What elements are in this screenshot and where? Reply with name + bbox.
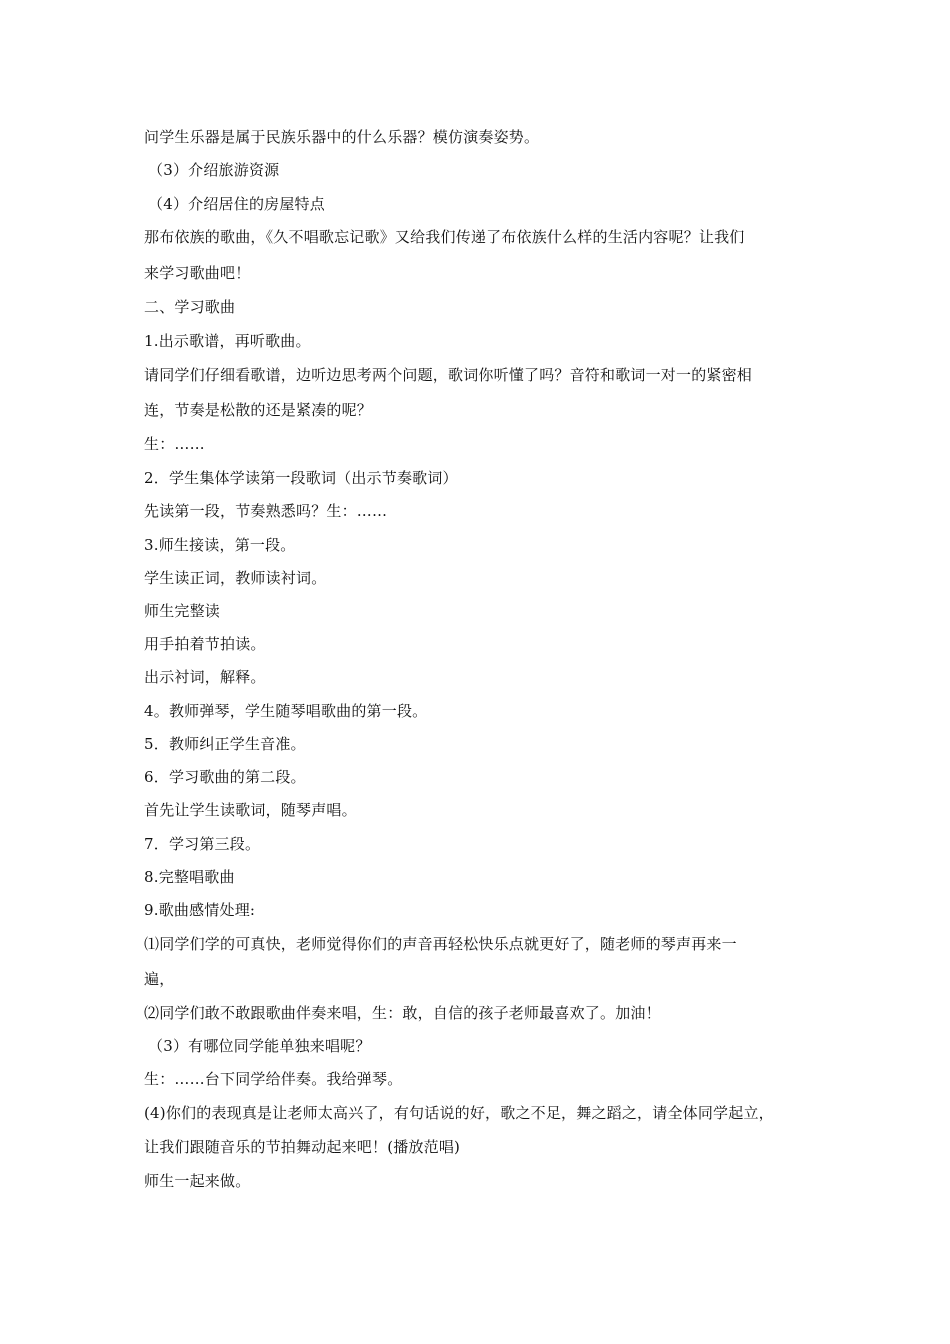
text-line: 8.完整唱歌曲 xyxy=(144,868,235,886)
text-line: 师生一起来做。 xyxy=(144,1172,251,1190)
text-line: (4)你们的表现真是让老师太高兴了，有句话说的好，歌之不足，舞之蹈之，请全体同学起立， xyxy=(144,1104,774,1122)
text-line: 6．学习歌曲的第二段。 xyxy=(144,768,306,786)
text-line: （4）介绍居住的房屋特点 xyxy=(148,195,325,213)
text-line: （3）介绍旅游资源 xyxy=(148,161,280,179)
section-heading: 二、学习歌曲 xyxy=(144,298,236,316)
text-line: 5．教师纠正学生音准。 xyxy=(144,735,306,753)
text-line: 问学生乐器是属于民族乐器中的什么乐器？模仿演奏姿势。 xyxy=(144,128,540,146)
text-line: 让我们跟随音乐的节拍舞动起来吧！(播放范唱) xyxy=(144,1138,461,1156)
text-line: 2．学生集体学读第一段歌词（出示节奏歌词） xyxy=(144,469,458,487)
text-line: 先读第一段，节奏熟悉吗？生：…… xyxy=(144,502,388,520)
text-line: 生：…… xyxy=(144,435,205,453)
text-line: （3）有哪位同学能单独来唱呢？ xyxy=(148,1037,371,1055)
text-line: 生：……台下同学给伴奏。我给弹琴。 xyxy=(144,1070,403,1088)
text-line: 学生读正词，教师读衬词。 xyxy=(144,569,327,587)
text-line: 4。教师弹琴，学生随琴唱歌曲的第一段。 xyxy=(144,702,428,720)
text-line: 3.师生接读，第一段。 xyxy=(144,536,296,554)
text-line: 师生完整读 xyxy=(144,602,221,620)
text-line: 首先让学生读歌词，随琴声唱。 xyxy=(144,801,357,819)
text-line: 来学习歌曲吧！ xyxy=(144,264,251,282)
text-line: ⑴同学们学的可真快，老师觉得你们的声音再轻松快乐点就更好了，随老师的琴声再来一 xyxy=(144,935,737,953)
text-line: 遍， xyxy=(144,970,175,988)
text-line: 9.歌曲感情处理: xyxy=(144,901,256,919)
text-line: 7．学习第三段。 xyxy=(144,835,261,853)
text-line: 请同学们仔细看歌谱，边听边思考两个问题，歌词你听懂了吗？音符和歌词一对一的紧密相 xyxy=(144,366,753,384)
text-line: 那布依族的歌曲，《久不唱歌忘记歌》又给我们传递了布依族什么样的生活内容呢？让我们 xyxy=(144,228,745,246)
text-line: 出示衬词，解释。 xyxy=(144,668,266,686)
text-line: ⑵同学们敢不敢跟歌曲伴奏来唱，生：敢，自信的孩子老师最喜欢了。加油！ xyxy=(144,1004,661,1022)
text-line: 1.出示歌谱，再听歌曲。 xyxy=(144,332,311,350)
text-line: 用手拍着节拍读。 xyxy=(144,635,266,653)
text-line: 连，节奏是松散的还是紧凑的呢？ xyxy=(144,401,373,419)
